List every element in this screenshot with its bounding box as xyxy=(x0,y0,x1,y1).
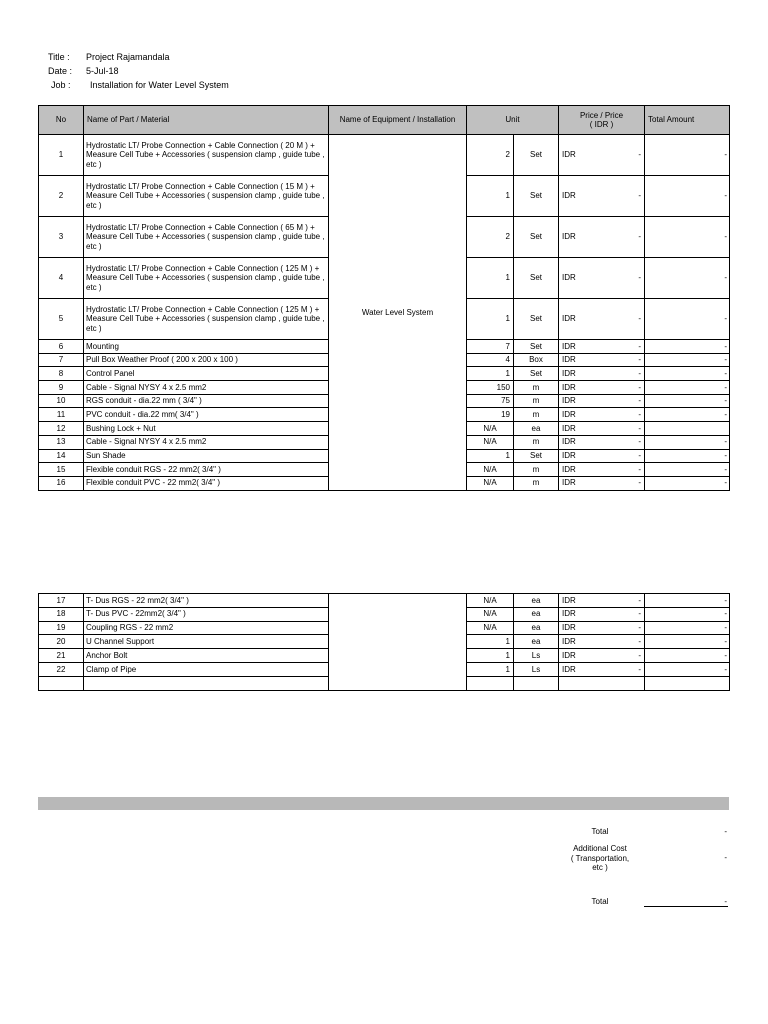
row-number: 12 xyxy=(39,422,84,436)
row-part-name: Cable - Signal NYSY 4 x 2.5 mm2 xyxy=(84,435,329,449)
row-currency: IDR xyxy=(559,449,594,463)
title-row xyxy=(48,50,229,64)
row-equipment: Water Level System xyxy=(329,135,467,491)
row-number: 20 xyxy=(39,635,84,649)
row-price: - xyxy=(594,649,645,663)
row-price: - xyxy=(594,381,645,395)
row-currency: IDR xyxy=(559,381,594,395)
row-number: 3 xyxy=(39,217,84,258)
row-number: 16 xyxy=(39,476,84,490)
row-unit: m xyxy=(514,408,559,422)
summary-total-label: Total xyxy=(591,827,609,836)
row-part-name: Cable - Signal NYSY 4 x 2.5 mm2 xyxy=(84,381,329,395)
row-part-name: Hydrostatic LT/ Probe Connection + Cable Connection ( 15 M ) + Measure Cell Tube + Accessories ( suspension clamp , guide tube , etc ) xyxy=(84,176,329,217)
row-total-amount: - xyxy=(645,449,730,463)
col-header-unit: Unit xyxy=(467,106,559,135)
row-part-name: Flexible conduit RGS - 22 mm2( 3/4" ) xyxy=(84,463,329,477)
row-unit: ea xyxy=(514,422,559,436)
row-number: 18 xyxy=(39,607,84,621)
row-quantity: N/A xyxy=(467,607,514,621)
row-part-name: Control Panel xyxy=(84,367,329,381)
row-quantity: N/A xyxy=(467,594,514,608)
row-part-name: PVC conduit - dia.22 mm( 3/4" ) xyxy=(84,408,329,422)
row-quantity: 19 xyxy=(467,408,514,422)
row-part-name: Clamp of Pipe xyxy=(84,662,329,676)
row-currency: IDR xyxy=(559,635,594,649)
job-row xyxy=(48,78,229,92)
row-unit: Set xyxy=(514,176,559,217)
row-quantity: 1 xyxy=(467,635,514,649)
row-total-amount: - xyxy=(645,340,730,354)
row-currency: IDR xyxy=(559,217,594,258)
row-total-amount: - xyxy=(645,607,730,621)
row-number: 9 xyxy=(39,381,84,395)
row-quantity: 75 xyxy=(467,394,514,408)
row-number: 21 xyxy=(39,649,84,663)
row-part-name: Sun Shade xyxy=(84,449,329,463)
row-unit: m xyxy=(514,394,559,408)
row-currency: IDR xyxy=(559,135,594,176)
col-header-equipment: Name of Equipment / Installation xyxy=(329,106,467,135)
row-unit: Set xyxy=(514,299,559,340)
table-row xyxy=(39,135,730,176)
row-price: - xyxy=(594,217,645,258)
row-quantity xyxy=(467,676,514,690)
row-part-name: RGS conduit - dia.22 mm ( 3/4" ) xyxy=(84,394,329,408)
row-part-name: Coupling RGS - 22 mm2 xyxy=(84,621,329,635)
col-header-price: Price / Price ( IDR ) xyxy=(559,106,645,135)
row-quantity: 1 xyxy=(467,449,514,463)
row-quantity: 2 xyxy=(467,135,514,176)
row-currency: IDR xyxy=(559,258,594,299)
row-number xyxy=(39,676,84,690)
row-number: 14 xyxy=(39,449,84,463)
row-unit: Set xyxy=(514,135,559,176)
row-price: - xyxy=(594,340,645,354)
row-quantity: N/A xyxy=(467,476,514,490)
row-price: - xyxy=(594,299,645,340)
job-value: Installation for Water Level System xyxy=(90,80,229,90)
row-unit: Set xyxy=(514,367,559,381)
row-price: - xyxy=(594,476,645,490)
row-part-name: T- Dus RGS - 22 mm2( 3/4" ) xyxy=(84,594,329,608)
row-quantity: N/A xyxy=(467,435,514,449)
row-unit: Set xyxy=(514,340,559,354)
row-part-name: Flexible conduit PVC - 22 mm2( 3/4" ) xyxy=(84,476,329,490)
row-part-name: Anchor Bolt xyxy=(84,649,329,663)
row-unit: m xyxy=(514,463,559,477)
col-header-total: Total Amount xyxy=(645,106,730,135)
row-price: - xyxy=(594,635,645,649)
row-total-amount: - xyxy=(645,435,730,449)
row-price: - xyxy=(594,594,645,608)
row-currency: IDR xyxy=(559,435,594,449)
job-label: Job : xyxy=(51,80,71,90)
row-unit: ea xyxy=(514,607,559,621)
table-header-row xyxy=(39,106,730,135)
row-quantity: 1 xyxy=(467,299,514,340)
row-part-name: U Channel Support xyxy=(84,635,329,649)
row-quantity: 1 xyxy=(467,367,514,381)
row-total-amount: - xyxy=(645,381,730,395)
row-currency: IDR xyxy=(559,353,594,367)
date-value: 5-Jul-18 xyxy=(86,66,119,76)
row-total-amount: - xyxy=(645,394,730,408)
row-equipment xyxy=(329,594,467,691)
row-quantity: N/A xyxy=(467,422,514,436)
row-price: - xyxy=(594,422,645,436)
row-total-amount: - xyxy=(645,176,730,217)
row-number: 22 xyxy=(39,662,84,676)
row-unit xyxy=(514,676,559,690)
col-header-no: No xyxy=(39,106,84,135)
row-price: - xyxy=(594,367,645,381)
title-label: Title : xyxy=(48,52,70,62)
row-unit: ea xyxy=(514,635,559,649)
row-total-amount: - xyxy=(645,258,730,299)
row-total-amount: - xyxy=(645,463,730,477)
bill-of-quantities-table xyxy=(38,105,730,491)
row-quantity: 4 xyxy=(467,353,514,367)
row-total-amount: - xyxy=(645,476,730,490)
row-total-amount: - xyxy=(645,353,730,367)
row-price: - xyxy=(594,449,645,463)
row-part-name: Mounting xyxy=(84,340,329,354)
row-unit: m xyxy=(514,435,559,449)
row-total-amount xyxy=(645,676,730,690)
row-currency: IDR xyxy=(559,607,594,621)
row-quantity: N/A xyxy=(467,621,514,635)
row-price xyxy=(594,676,645,690)
row-unit: Set xyxy=(514,217,559,258)
row-part-name: T- Dus PVC - 22mm2( 3/4" ) xyxy=(84,607,329,621)
document-header xyxy=(48,50,229,92)
row-number: 15 xyxy=(39,463,84,477)
row-currency: IDR xyxy=(559,408,594,422)
row-unit: Set xyxy=(514,258,559,299)
row-total-amount: - xyxy=(645,217,730,258)
row-currency: IDR xyxy=(559,649,594,663)
row-price: - xyxy=(594,607,645,621)
row-part-name: Hydrostatic LT/ Probe Connection + Cable Connection ( 125 M ) + Measure Cell Tube + Accessories ( suspension clamp , guide tube , etc ) xyxy=(84,258,329,299)
row-number: 19 xyxy=(39,621,84,635)
row-currency: IDR xyxy=(559,594,594,608)
row-currency: IDR xyxy=(559,422,594,436)
row-currency: IDR xyxy=(559,476,594,490)
row-price: - xyxy=(594,353,645,367)
row-currency: IDR xyxy=(559,394,594,408)
row-number: 6 xyxy=(39,340,84,354)
row-quantity: N/A xyxy=(467,463,514,477)
row-price: - xyxy=(594,135,645,176)
row-price: - xyxy=(594,408,645,422)
summary-additional-cost-label: Additional Cost ( Transportation, etc ) xyxy=(570,844,630,872)
title-value: Project Rajamandala xyxy=(86,52,170,62)
row-unit: Set xyxy=(514,449,559,463)
summary-grand-total-value: - xyxy=(724,897,727,906)
row-currency: IDR xyxy=(559,662,594,676)
row-quantity: 7 xyxy=(467,340,514,354)
row-quantity: 1 xyxy=(467,258,514,299)
summary-total-value: - xyxy=(724,827,727,836)
row-number: 11 xyxy=(39,408,84,422)
row-unit: ea xyxy=(514,594,559,608)
bill-of-quantities-table-continued xyxy=(38,593,730,691)
row-number: 7 xyxy=(39,353,84,367)
row-quantity: 1 xyxy=(467,176,514,217)
row-unit: m xyxy=(514,476,559,490)
row-currency: IDR xyxy=(559,621,594,635)
row-total-amount: - xyxy=(645,408,730,422)
row-part-name: Hydrostatic LT/ Probe Connection + Cable Connection ( 20 M ) + Measure Cell Tube + Accessories ( suspension clamp , guide tube , etc ) xyxy=(84,135,329,176)
grand-total-underline xyxy=(644,906,728,907)
row-total-amount: - xyxy=(645,635,730,649)
row-number: 10 xyxy=(39,394,84,408)
section-divider-bar xyxy=(38,797,729,810)
row-part-name: Hydrostatic LT/ Probe Connection + Cable Connection ( 125 M ) + Measure Cell Tube + Accessories ( suspension clamp , guide tube , etc ) xyxy=(84,299,329,340)
row-quantity: 2 xyxy=(467,217,514,258)
row-total-amount: - xyxy=(645,367,730,381)
row-price: - xyxy=(594,621,645,635)
summary-additional-cost-value: - xyxy=(724,853,727,862)
row-currency: IDR xyxy=(559,340,594,354)
summary-grand-total-label: Total xyxy=(591,897,609,906)
row-part-name xyxy=(84,676,329,690)
row-part-name: Hydrostatic LT/ Probe Connection + Cable Connection ( 65 M ) + Measure Cell Tube + Accessories ( suspension clamp , guide tube , etc ) xyxy=(84,217,329,258)
row-total-amount: - xyxy=(645,662,730,676)
date-label: Date : xyxy=(48,66,73,76)
table-row xyxy=(39,594,730,608)
row-currency: IDR xyxy=(559,176,594,217)
row-currency: IDR xyxy=(559,367,594,381)
row-price: - xyxy=(594,394,645,408)
row-price: - xyxy=(594,662,645,676)
row-currency xyxy=(559,676,594,690)
row-quantity: 150 xyxy=(467,381,514,395)
row-total-amount: - xyxy=(645,649,730,663)
row-quantity: 1 xyxy=(467,649,514,663)
row-number: 13 xyxy=(39,435,84,449)
row-total-amount: - xyxy=(645,594,730,608)
row-part-name: Bushing Lock + Nut xyxy=(84,422,329,436)
col-header-name: Name of Part / Material xyxy=(84,106,329,135)
row-number: 5 xyxy=(39,299,84,340)
row-price: - xyxy=(594,463,645,477)
row-unit: Ls xyxy=(514,649,559,663)
row-unit: m xyxy=(514,381,559,395)
row-unit: Box xyxy=(514,353,559,367)
row-number: 8 xyxy=(39,367,84,381)
row-price: - xyxy=(594,258,645,299)
row-unit: Ls xyxy=(514,662,559,676)
row-currency: IDR xyxy=(559,299,594,340)
date-row xyxy=(48,64,229,78)
row-currency: IDR xyxy=(559,463,594,477)
row-unit: ea xyxy=(514,621,559,635)
row-total-amount: - xyxy=(645,621,730,635)
row-price: - xyxy=(594,435,645,449)
row-number: 4 xyxy=(39,258,84,299)
row-total-amount: - xyxy=(645,135,730,176)
row-quantity: 1 xyxy=(467,662,514,676)
row-number: 1 xyxy=(39,135,84,176)
row-total-amount xyxy=(645,422,730,436)
row-price: - xyxy=(594,176,645,217)
row-number: 2 xyxy=(39,176,84,217)
row-part-name: Pull Box Weather Proof ( 200 x 200 x 100 ) xyxy=(84,353,329,367)
row-number: 17 xyxy=(39,594,84,608)
row-total-amount: - xyxy=(645,299,730,340)
